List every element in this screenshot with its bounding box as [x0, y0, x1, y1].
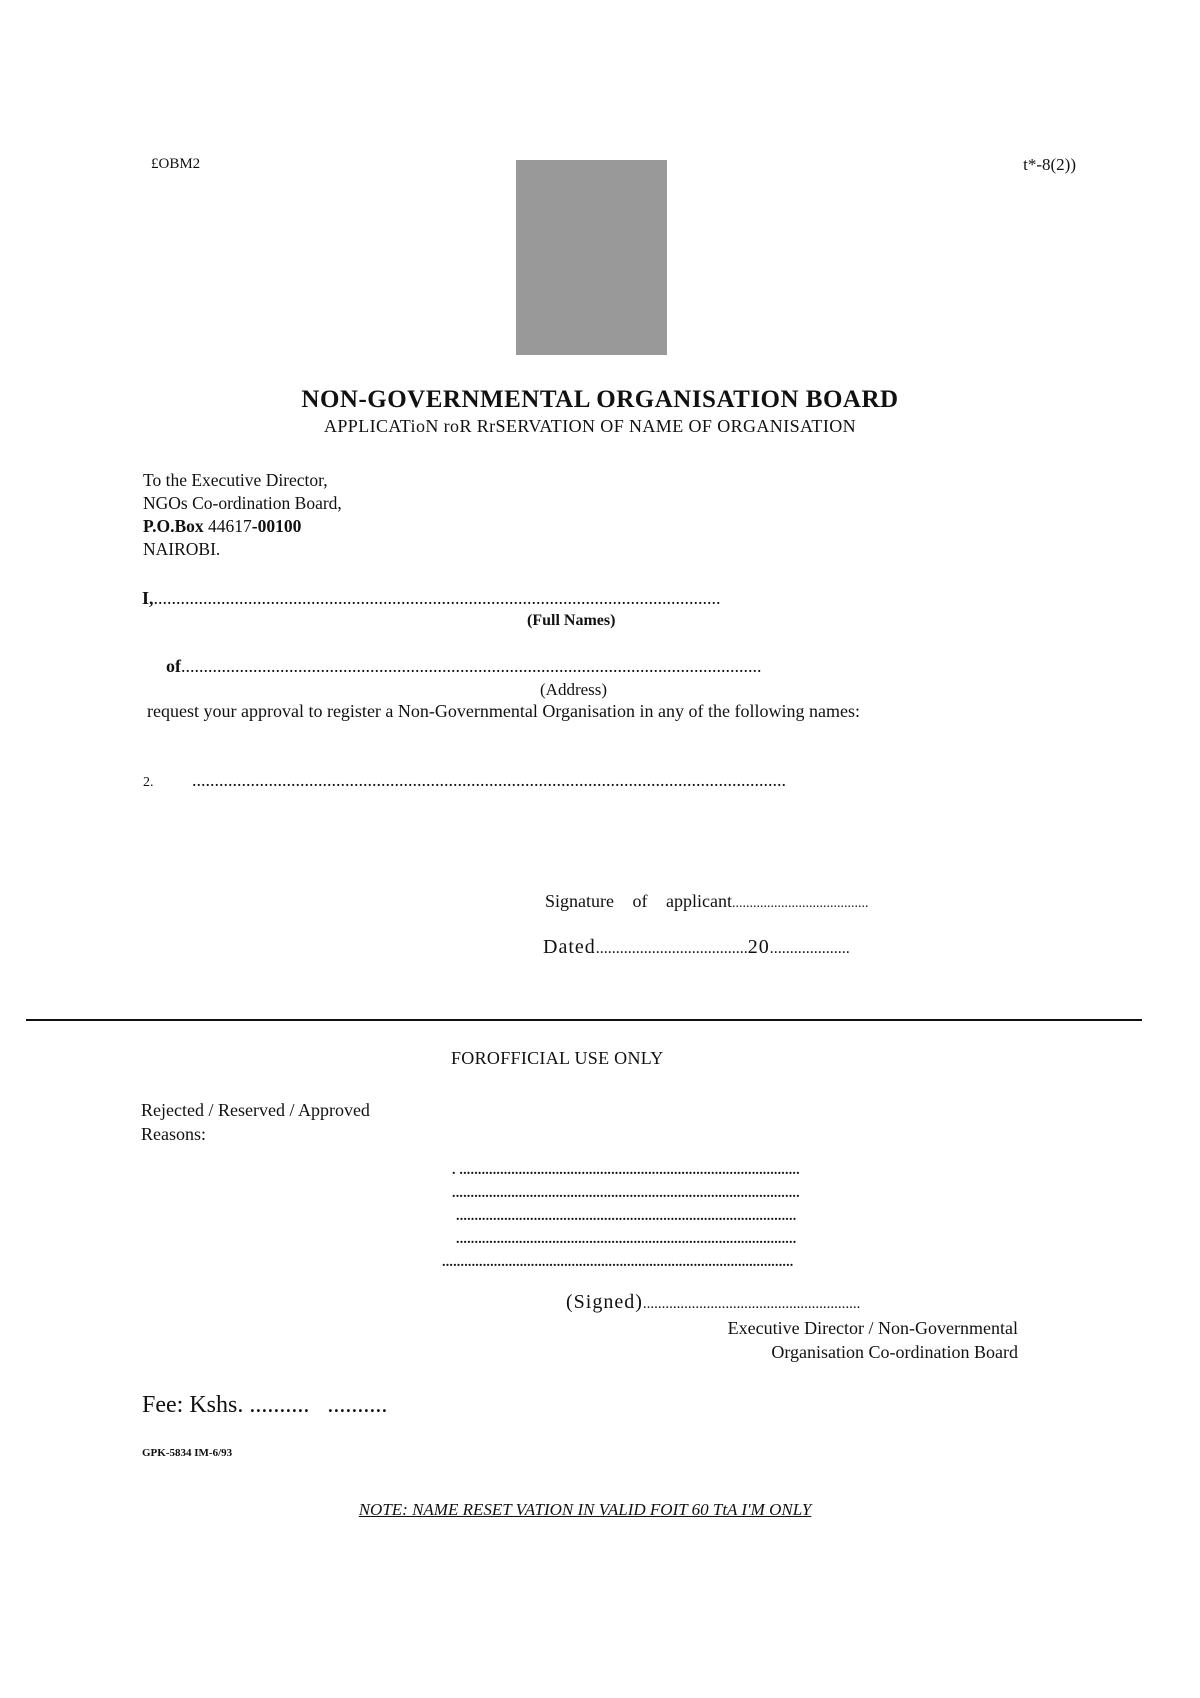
year-dots: ....................: [769, 940, 850, 957]
fee-label: Fee: Kshs.: [142, 1392, 244, 1418]
year-prefix: 20: [747, 936, 770, 958]
signature-label: Signature of applicant: [545, 891, 732, 911]
signatory-title-2: Organisation Co-ordination Board: [771, 1342, 1018, 1362]
printer-code: GPK-5834 IM-6/93: [142, 1447, 233, 1459]
full-names-prefix: I,: [142, 588, 154, 608]
address-dots: .................................................................................................................................: [181, 656, 762, 676]
dated-label: Dated: [543, 936, 596, 958]
signature-dots: .......................................: [731, 896, 869, 911]
dated-field[interactable]: [543, 936, 850, 959]
pobox-number: 44617: [208, 516, 252, 536]
fee-dots-2: ..........: [327, 1392, 388, 1418]
official-signature-field[interactable]: [566, 1291, 860, 1314]
signature-field[interactable]: [545, 891, 868, 912]
reason-line-3[interactable]: ............................................................................................: [456, 1209, 797, 1224]
postal-code: -00100: [251, 516, 302, 536]
signed-label: (Signed): [566, 1291, 643, 1313]
addressee-pobox: [143, 515, 301, 538]
official-use-heading: FOROFFICIAL USE ONLY: [451, 1048, 664, 1068]
reason-line-2[interactable]: ..............................................................................................: [452, 1186, 800, 1201]
coat-of-arms-image-placeholder: [516, 160, 667, 355]
signatory-title-1: Executive Director / Non-Governmental: [727, 1318, 1018, 1338]
reason-line-5[interactable]: ...............................................................................................: [442, 1255, 794, 1270]
section-divider: [26, 1019, 1142, 1021]
reasons-label: Reasons:: [141, 1124, 206, 1144]
pobox-label: P.O.Box: [143, 516, 204, 536]
fee-field[interactable]: [142, 1392, 387, 1419]
status-options: Rejected / Reserved / Approved: [141, 1100, 370, 1120]
full-names-dots: ..............................................................................................................................: [153, 588, 721, 608]
request-statement: request your approval to register a Non-Governmental Organisation in any of the following names:: [147, 701, 860, 721]
full-names-field[interactable]: [142, 588, 721, 609]
signed-dots: ..........................................................: [642, 1296, 861, 1312]
addressee-line-2: NGOs Co-ordination Board,: [143, 493, 342, 513]
proposed-name-field[interactable]: ....................................................................................................................................: [192, 770, 786, 790]
addressee-city: NAIROBI.: [143, 539, 221, 559]
address-field[interactable]: [166, 656, 762, 677]
validity-note: NOTE: NAME RESET VATION IN VALID FOIT 60 TtA I'M ONLY: [358, 1500, 812, 1519]
name-item-number: 2.: [143, 775, 154, 790]
full-names-caption: (Full Names): [527, 612, 616, 629]
reason-line-1[interactable]: . ............................................................................................: [452, 1163, 800, 1178]
fee-dots-1: ..........: [249, 1392, 310, 1418]
dated-dots: ......................................: [595, 940, 748, 957]
reason-line-4[interactable]: ............................................................................................: [456, 1232, 797, 1247]
address-prefix: of: [166, 656, 181, 676]
address-caption: (Address): [540, 680, 608, 699]
form-subtitle: APPLICATioN roR RrSERVATION OF NAME OF ORGANISATION: [323, 416, 857, 436]
form-code: £OBM2: [151, 156, 201, 172]
board-title: NON-GOVERNMENTAL ORGANISATION BOARD: [301, 386, 899, 413]
form-reference: t*-8(2)): [1023, 155, 1076, 174]
addressee-line-1: To the Executive Director,: [143, 470, 328, 490]
